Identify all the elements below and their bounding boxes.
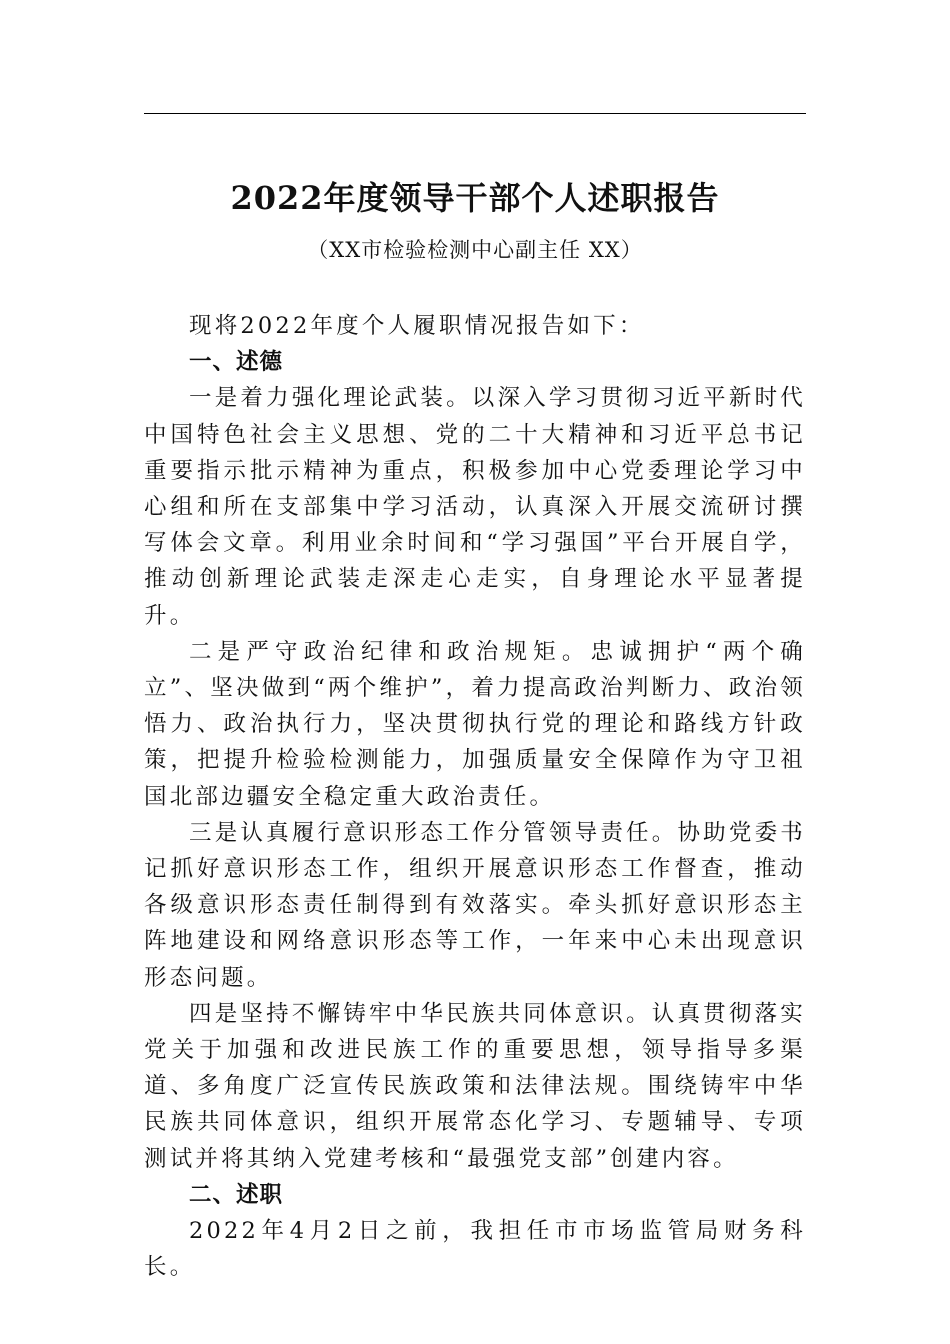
document-title: 2022年度领导干部个人述职报告 xyxy=(230,179,720,217)
header-rule xyxy=(144,113,806,114)
section-heading-1: 一、述德 xyxy=(189,349,284,376)
section-2-paragraph: 2022年4月2日之前，我担任市市场监管局财务科长。 xyxy=(144,1218,806,1281)
document-subtitle: （XX市检验检测中心副主任 XX） xyxy=(307,238,643,262)
section-heading-2: 二、述职 xyxy=(189,1181,284,1208)
paragraph-3: 三是认真履行意识形态工作分管领导责任。协助党委书记抓好意识形态工作，组织开展意识形态工作督查，推动各级意识形态责任制得到有效落实。牵头抓好意识形态主阵地建设和网络意识形态等工作，一年来中心未出现意识形态问题。 xyxy=(144,819,806,991)
document-body xyxy=(144,308,806,1285)
intro-paragraph: 现将2022年度个人履职情况报告如下： xyxy=(189,313,645,339)
paragraph-2: 二是严守政治纪律和政治规矩。忠诚拥护“两个确立”、坚决做到“两个维护”，着力提高政治判断力、政治领悟力、政治执行力，坚决贯彻执行党的理论和路线方针政策，把提升检验检测能力，加强质量安全保障作为守卫祖国北部边疆安全稳定重大政治责任。 xyxy=(144,638,806,810)
paragraph-4: 四是坚持不懈铸牢中华民族共同体意识。认真贯彻落实党关于加强和改进民族工作的重要思想，领导指导多渠道、多角度广泛宣传民族政策和法律法规。围绕铸牢中华民族共同体意识，组织开展常态化学习、专题辅导、专项测试并将其纳入党建考核和“最强党支部”创建内容。 xyxy=(144,1000,806,1172)
paragraph-1: 一是着力强化理论武装。以深入学习贯彻习近平新时代中国特色社会主义思想、党的二十大精神和习近平总书记重要指示批示精神为重点，积极参加中心党委理论学习中心组和所在支部集中学习活动，认真深入开展交流研讨撰写体会文章。利用业余时间和“学习强国”平台开展自学，推动创新理论武装走深走心走实，自身理论水平显著提升。 xyxy=(144,385,806,629)
